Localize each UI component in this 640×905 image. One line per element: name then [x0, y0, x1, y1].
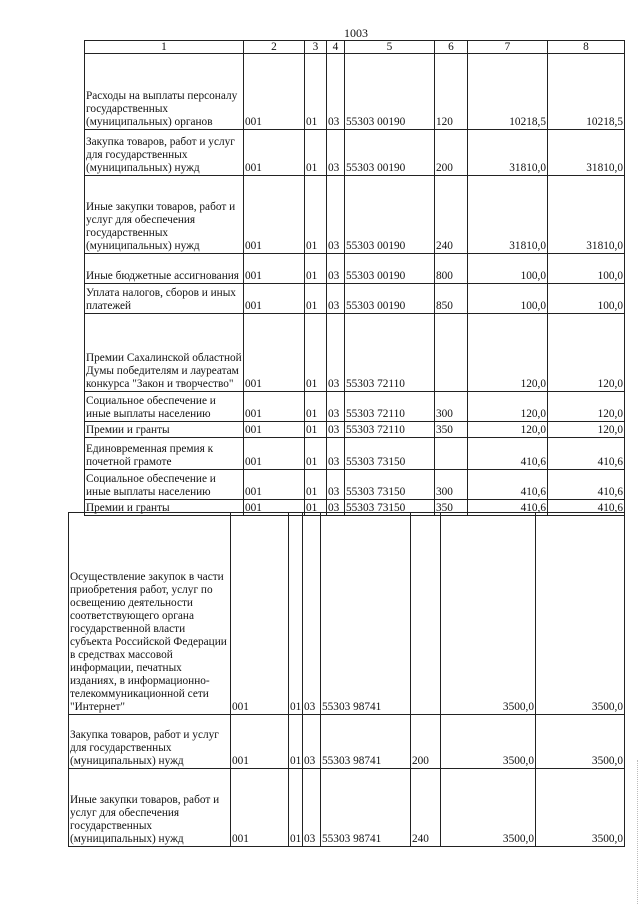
cell-c7: 3500,0 — [441, 769, 536, 847]
cell-c5: 55303 00190 — [345, 284, 435, 314]
expense-name-cell: Закупка товаров, работ и услуг для государственных (муниципальных) нужд — [85, 130, 244, 176]
cell-c7: 3500,0 — [441, 513, 536, 715]
cell-c6: 120 — [435, 54, 468, 130]
cell-c7: 100,0 — [468, 284, 548, 314]
table-row — [85, 470, 625, 500]
table-row — [85, 314, 625, 392]
cell-c4: 03 — [327, 392, 345, 422]
expense-name-cell: Премии и гранты — [85, 422, 244, 438]
cell-c5: 55303 72110 — [345, 314, 435, 392]
cell-c6: 350 — [435, 422, 468, 438]
expense-name-cell: Иные закупки товаров, работ и услуг для обеспечения государственных (муниципальных) нужд — [85, 176, 244, 254]
scan-edge-marks — [631, 760, 638, 905]
cell-c5: 55303 00190 — [345, 130, 435, 176]
cell-c6 — [435, 314, 468, 392]
cell-c2: 001 — [244, 254, 305, 284]
cell-c7: 100,0 — [468, 254, 548, 284]
cell-c5: 55303 98741 — [321, 513, 411, 715]
expense-name-cell: Премии и гранты — [85, 500, 244, 516]
column-header: 2 — [244, 41, 305, 54]
cell-c5: 55303 73150 — [345, 470, 435, 500]
cell-c6: 850 — [435, 284, 468, 314]
table-row — [85, 392, 625, 422]
cell-c6 — [411, 513, 441, 715]
cell-c4: 03 — [327, 470, 345, 500]
cell-c6: 300 — [435, 470, 468, 500]
column-header: 3 — [305, 41, 327, 54]
table-body — [85, 41, 625, 516]
expense-name-cell: Премии Сахалинской областной Думы победителям и лауреатам конкурса "Закон и творчество" — [85, 314, 244, 392]
expense-name-cell: Закупка товаров, работ и услуг для государственных (муниципальных) нужд — [69, 715, 231, 769]
cell-c7: 410,6 — [468, 438, 548, 470]
cell-c3: 01 — [305, 54, 327, 130]
cell-c2: 001 — [244, 284, 305, 314]
cell-c5: 55303 98741 — [321, 715, 411, 769]
cell-c2: 001 — [231, 769, 289, 847]
expense-name-cell: Иные закупки товаров, работ и услуг для обеспечения государственных (муниципальных) нужд — [69, 769, 231, 847]
cell-c4: 03 — [303, 715, 321, 769]
cell-c3: 01 — [305, 500, 327, 516]
column-header: 5 — [345, 41, 435, 54]
cell-c6: 200 — [411, 715, 441, 769]
cell-c3: 01 — [305, 392, 327, 422]
cell-c3: 01 — [289, 513, 303, 715]
cell-c5: 55303 00190 — [345, 54, 435, 130]
column-header: 6 — [435, 41, 468, 54]
cell-c8: 31810,0 — [548, 130, 625, 176]
cell-c6: 200 — [435, 130, 468, 176]
budget-table-bottom — [68, 512, 625, 847]
cell-c3: 01 — [305, 176, 327, 254]
cell-c8: 120,0 — [548, 422, 625, 438]
cell-c3: 01 — [305, 314, 327, 392]
cell-c6: 800 — [435, 254, 468, 284]
budget-table-top — [84, 40, 625, 516]
cell-c7: 120,0 — [468, 392, 548, 422]
table-row — [69, 769, 625, 847]
expense-name-cell: Осуществление закупок в части приобретения работ, услуг по освещению деятельности соответствующего органа государственной власти субъекта Российской Федерации в средствах массовой информации, печатных изданиях, в информационно-телекоммуникационной сети "Интернет" — [69, 513, 231, 715]
cell-c3: 01 — [305, 130, 327, 176]
cell-c4: 03 — [303, 513, 321, 715]
expense-name-cell: Социальное обеспечение и иные выплаты населению — [85, 392, 244, 422]
page-number: 1003 — [344, 26, 368, 40]
cell-c7: 120,0 — [468, 422, 548, 438]
table-row — [85, 54, 625, 130]
cell-c2: 001 — [231, 715, 289, 769]
cell-c8: 410,6 — [548, 438, 625, 470]
cell-c2: 001 — [244, 54, 305, 130]
cell-c4: 03 — [327, 314, 345, 392]
cell-c3: 01 — [305, 254, 327, 284]
cell-c2: 001 — [244, 392, 305, 422]
table-row — [85, 176, 625, 254]
expense-name-cell: Социальное обеспечение и иные выплаты населению — [85, 470, 244, 500]
cell-c3: 01 — [305, 470, 327, 500]
expense-name-cell: Уплата налогов, сборов и иных платежей — [85, 284, 244, 314]
cell-c5: 55303 00190 — [345, 254, 435, 284]
cell-c2: 001 — [231, 513, 289, 715]
cell-c4: 03 — [303, 769, 321, 847]
budget-document — [0, 40, 640, 905]
cell-c7: 410,6 — [468, 470, 548, 500]
cell-c8: 100,0 — [548, 254, 625, 284]
cell-c3: 01 — [305, 438, 327, 470]
cell-c6: 240 — [411, 769, 441, 847]
cell-c4: 03 — [327, 54, 345, 130]
table-row — [85, 130, 625, 176]
cell-c8: 31810,0 — [548, 176, 625, 254]
table-body — [69, 513, 625, 847]
cell-c4: 03 — [327, 254, 345, 284]
cell-c4: 03 — [327, 438, 345, 470]
table-row — [85, 254, 625, 284]
cell-c8: 3500,0 — [536, 513, 625, 715]
cell-c2: 001 — [244, 176, 305, 254]
cell-c8: 410,6 — [548, 470, 625, 500]
cell-c5: 55303 72110 — [345, 422, 435, 438]
cell-c7: 410,6 — [468, 500, 548, 516]
cell-c6: 300 — [435, 392, 468, 422]
cell-c2: 001 — [244, 470, 305, 500]
cell-c3: 01 — [289, 769, 303, 847]
expense-name-cell: Единовременная премия к почетной грамоте — [85, 438, 244, 470]
cell-c2: 001 — [244, 130, 305, 176]
expense-name-cell: Иные бюджетные ассигнования — [85, 254, 244, 284]
cell-c8: 3500,0 — [536, 769, 625, 847]
cell-c6: 350 — [435, 500, 468, 516]
table-row — [85, 422, 625, 438]
cell-c3: 01 — [305, 284, 327, 314]
cell-c8: 10218,5 — [548, 54, 625, 130]
cell-c6 — [435, 438, 468, 470]
column-header-row — [85, 41, 625, 54]
cell-c8: 100,0 — [548, 284, 625, 314]
column-header: 1 — [85, 41, 244, 54]
table-row — [85, 438, 625, 470]
table-row — [85, 284, 625, 314]
cell-c5: 55303 98741 — [321, 769, 411, 847]
cell-c8: 410,6 — [548, 500, 625, 516]
cell-c3: 01 — [289, 715, 303, 769]
cell-c7: 10218,5 — [468, 54, 548, 130]
cell-c2: 001 — [244, 438, 305, 470]
column-header: 8 — [548, 41, 625, 54]
column-header: 4 — [327, 41, 345, 54]
cell-c6: 240 — [435, 176, 468, 254]
cell-c7: 120,0 — [468, 314, 548, 392]
cell-c3: 01 — [305, 422, 327, 438]
cell-c8: 120,0 — [548, 314, 625, 392]
table-row — [69, 513, 625, 715]
cell-c4: 03 — [327, 422, 345, 438]
cell-c7: 31810,0 — [468, 176, 548, 254]
cell-c7: 3500,0 — [441, 715, 536, 769]
expense-name-cell: Расходы на выплаты персоналу государственных (муниципальных) органов — [85, 54, 244, 130]
cell-c4: 03 — [327, 130, 345, 176]
cell-c4: 03 — [327, 176, 345, 254]
cell-c2: 001 — [244, 314, 305, 392]
cell-c2: 001 — [244, 500, 305, 516]
column-header: 7 — [468, 41, 548, 54]
cell-c5: 55303 72110 — [345, 392, 435, 422]
cell-c2: 001 — [244, 422, 305, 438]
table-row — [69, 715, 625, 769]
cell-c8: 120,0 — [548, 392, 625, 422]
cell-c7: 31810,0 — [468, 130, 548, 176]
cell-c4: 03 — [327, 500, 345, 516]
cell-c4: 03 — [327, 284, 345, 314]
cell-c5: 55303 73150 — [345, 500, 435, 516]
cell-c5: 55303 00190 — [345, 176, 435, 254]
cell-c5: 55303 73150 — [345, 438, 435, 470]
cell-c8: 3500,0 — [536, 715, 625, 769]
